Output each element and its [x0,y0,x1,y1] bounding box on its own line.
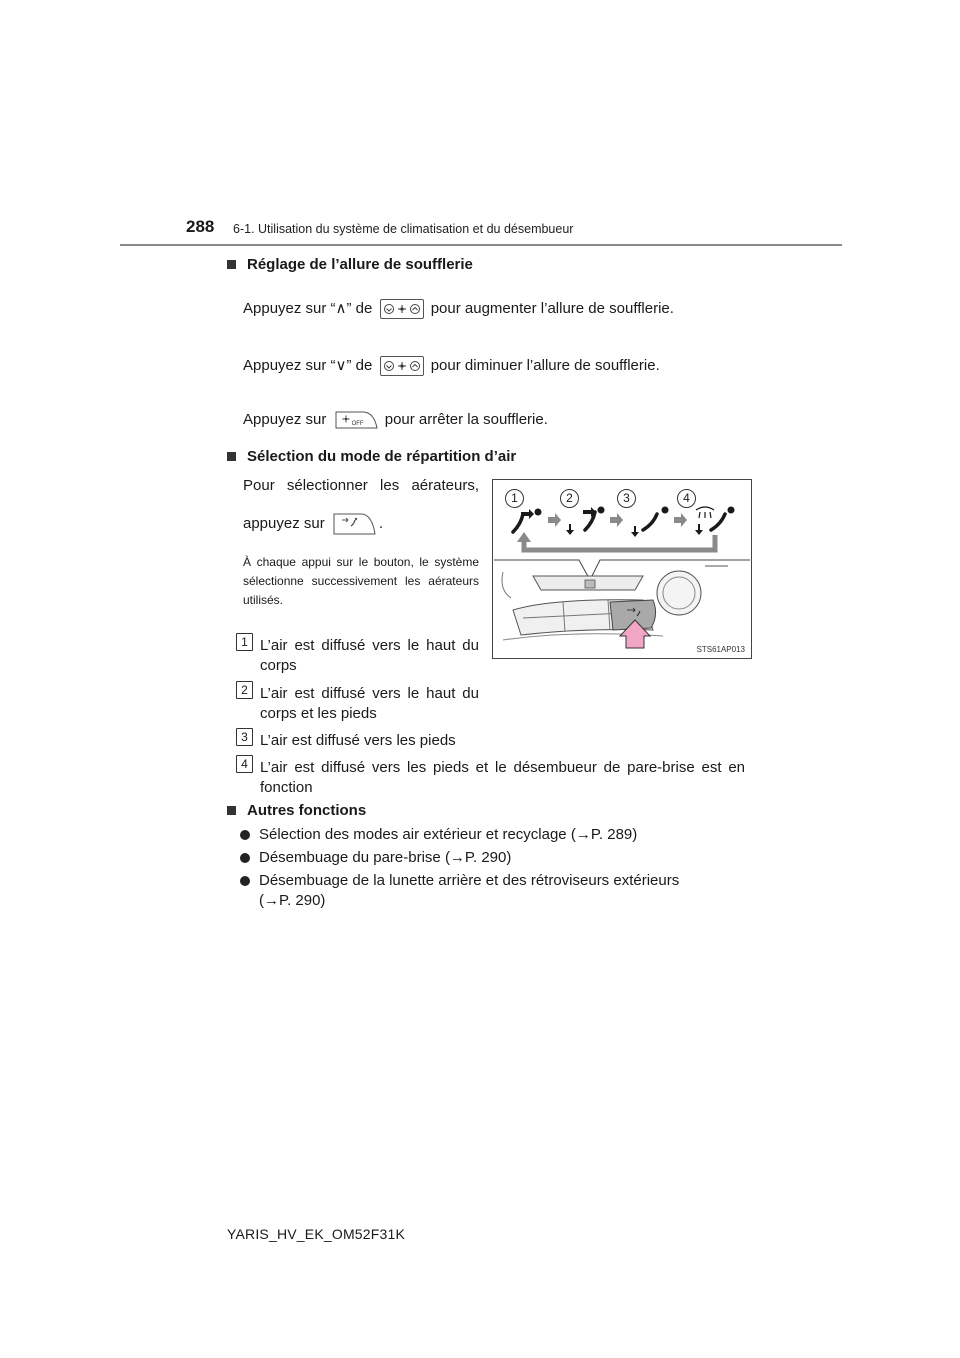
list-item [240,871,709,911]
list-item [240,848,511,868]
figure-label-1: 1 [505,489,524,508]
item-number-badge: 4 [236,755,253,773]
item-number-badge: 2 [236,681,253,699]
item-number-badge: 3 [236,728,253,746]
bullet-icon [240,853,250,863]
figure-label-3: 3 [617,489,636,508]
fan-decrease-line [243,356,660,376]
page-number: 288 [186,217,215,236]
mode-item-4: L’air est diffusé vers les pieds et le désembueur de pare-brise est en fonction [260,759,745,796]
section-heading-other [227,802,366,819]
fan-off-line [243,410,548,430]
fan-speed-button-icon [380,299,424,319]
line-text: . [378,514,384,532]
chapter-title: 6-1. Utilisation du système de climatisation et du désembueur [233,222,574,236]
mode-intro-line1: Pour sélectionner les aérateurs, [243,477,479,494]
line-text: appuyez sur [243,514,325,532]
mode-note: À chaque appui sur le bouton, le système sélectionne successivement les aérateurs utilisés. [243,555,479,607]
air-mode-button-icon [332,512,376,536]
mode-item-1: L’air est diffusé vers le haut du corps [260,637,479,674]
line-text: Appuyez sur “∧” de [243,300,373,317]
figure-label-2: 2 [560,489,579,508]
square-bullet-icon [227,806,236,815]
item-number-badge: 1 [236,633,253,651]
bullet-text: Désembuage du pare-brise (→P. 290) [259,849,512,866]
square-bullet-icon [227,452,236,461]
fan-speed-button-icon [380,356,424,376]
line-text: Appuyez sur [243,411,327,428]
heading-text: Sélection du mode de répartition d’air [247,448,517,465]
section-heading-fan [227,256,473,273]
fan-increase-line [243,299,674,319]
figure-label-4: 4 [677,489,696,508]
section-heading-mode [227,448,516,465]
document-code: YARIS_HV_EK_OM52F31K [227,1226,406,1242]
line-text: pour diminuer l’allure de soufflerie. [430,357,660,374]
mode-item-2: L’air est diffusé vers le haut du corps et les pieds [260,685,479,722]
bullet-icon [240,830,250,840]
bullet-text: Désembuage de la lunette arrière et des rétroviseurs extérieurs (→P. 290) [259,872,680,909]
square-bullet-icon [227,260,236,269]
header-divider [120,244,842,246]
bullet-text: Sélection des modes air extérieur et recyclage (→P. 289) [259,826,638,843]
heading-text: Réglage de l’allure de soufflerie [247,256,473,273]
list-item [240,825,637,845]
figure-code: STS61AP013 [696,645,745,654]
line-text: pour augmenter l’allure de soufflerie. [430,300,674,317]
fan-off-button-icon [334,410,378,430]
line-text: pour arrêter la soufflerie. [384,411,548,428]
line-text: Appuyez sur “∨” de [243,357,373,374]
heading-text: Autres fonctions [247,802,367,819]
mode-intro-line2 [243,512,383,536]
mode-item-3: L’air est diffusé vers les pieds [260,732,456,749]
off-label: OFF [351,421,364,428]
bullet-icon [240,876,250,886]
air-distribution-figure [492,479,752,659]
